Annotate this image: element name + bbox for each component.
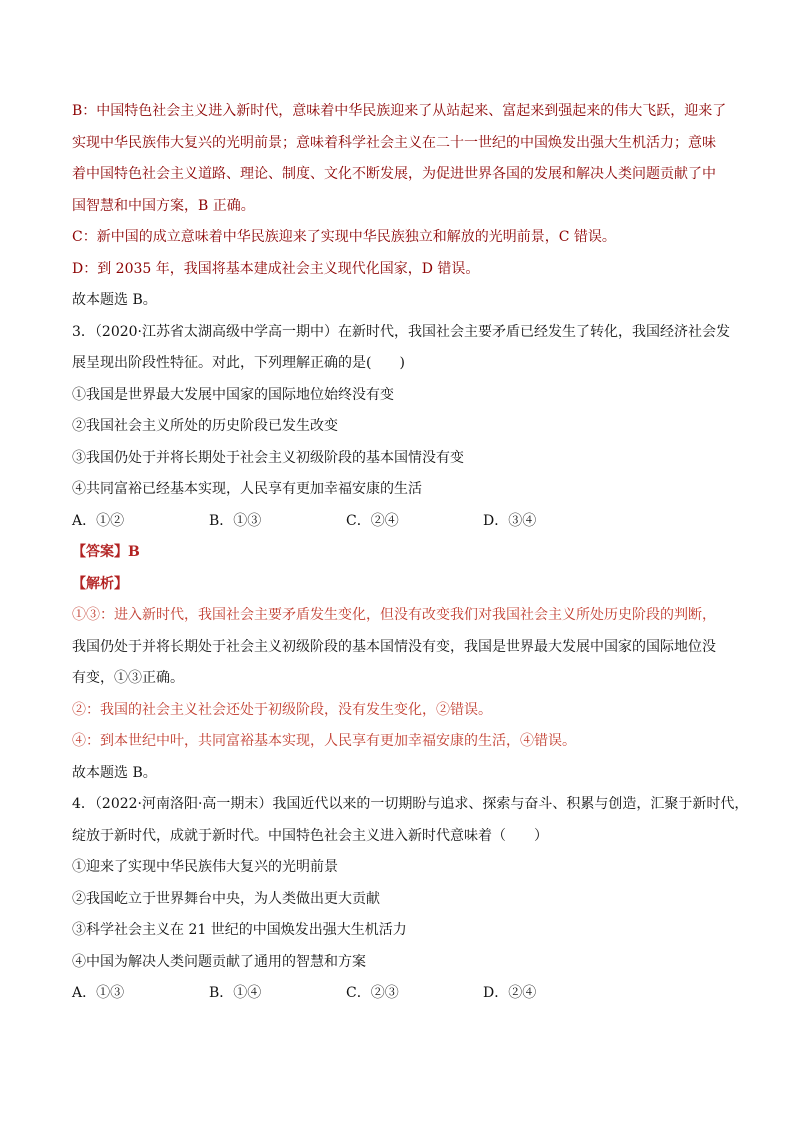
analysis-c-line: C：新中国的成立意味着中华民族迎来了实现中华民族独立和解放的光明前景，C 错误。 [72, 229, 616, 245]
q2-analysis-continued [72, 96, 727, 317]
q4-item-2: ②我国屹立于世界舞台中央，为人类做出更大贡献 [72, 890, 380, 907]
answer-tag: 【答案】 [72, 544, 128, 560]
q4-item-3: ③科学社会主义在 21 世纪的中国焕发出强大生机活力 [72, 922, 407, 938]
q3-analysis-line-3: 有变，①③正确。 [72, 670, 184, 686]
q3-wrong-line-2: ④：到本世纪中叶，共同富裕基本实现，人民享有更加幸福安康的生活，④错误。 [72, 733, 576, 749]
document-page [72, 96, 749, 1010]
q4-option-a: A．①③ [72, 985, 125, 1001]
analysis-b-line-1: B：中国特色社会主义进入新时代，意味着中华民族迎来了从站起来、富起来到强起来的伟大飞跃，迎来了 [72, 103, 727, 119]
q3-item-2: ②我国社会主义所处的历史阶段已发生改变 [72, 418, 338, 434]
analysis-d-line: D：到 2035 年，我国将基本建成社会主义现代化国家，D 错误。 [72, 260, 480, 277]
q3-option-b: B．①③ [209, 512, 262, 529]
q3-options [72, 506, 724, 538]
q3-wrong-line-1: ②：我国的社会主义社会还处于初级阶段，没有发生变化，②错误。 [72, 701, 492, 718]
analysis-b-line-2: 实现中华民族伟大复兴的光明前景；意味着科学社会主义在二十一世纪的中国焕发出强大生机活力；意味 [72, 134, 716, 151]
q4-option-d: D．②④ [483, 985, 537, 1001]
q3-analysis-heading [72, 569, 724, 601]
analysis-tag: 【解析】 [72, 575, 128, 592]
q4-options [72, 978, 724, 1010]
q4-option-b: B．①④ [209, 985, 262, 1001]
answer-value: B [128, 544, 140, 560]
q3-item-3: ③我国仍处于并将长期处于社会主义初级阶段的基本国情没有变 [72, 449, 464, 466]
q4-stem-line-1: 4．（2022·河南洛阳·高一期末）我国近代以来的一切期盼与追求、探索与奋斗、积累与创造，汇聚于新时代， [72, 796, 749, 812]
q3-item-4: ④共同富裕已经基本实现，人民享有更加幸福安康的生活 [72, 481, 422, 497]
q3-option-c: C．②④ [346, 512, 399, 529]
question-3 [72, 317, 730, 790]
q4-stem-line-2: 绽放于新时代，成就于新时代。中国特色社会主义进入新时代意味着（ ） [72, 827, 548, 844]
q4-item-4: ④中国为解决人类问题贡献了通用的智慧和方案 [72, 953, 366, 970]
analysis-b-line-3: 着中国特色社会主义道路、理论、制度、文化不断发展，为促进世界各国的发展和解决人类问题贡献了中 [72, 166, 716, 182]
q4-option-c: C．②③ [346, 985, 399, 1001]
q3-option-a: A．①② [72, 512, 125, 529]
q3-answer [72, 537, 724, 569]
q3-option-d: D．③④ [483, 512, 537, 529]
analysis-b-line-4: 国智慧和中国方案，B 正确。 [72, 197, 255, 214]
question-4 [72, 789, 749, 1010]
q3-item-1: ①我国是世界最大发展中国家的国际地位始终没有变 [72, 386, 394, 403]
q3-analysis-line-1: ①③：进入新时代，我国社会主要矛盾发生变化，但没有改变我们对我国社会主义所处历史阶段的判断， [72, 607, 716, 623]
conclusion-line: 故本题选 B。 [72, 292, 157, 308]
q3-stem-line-2: 展呈现出阶段性特征。对此，下列理解正确的是( ) [72, 355, 405, 371]
q4-item-1: ①迎来了实现中华民族伟大复兴的光明前景 [72, 859, 338, 875]
q3-stem-line-1: 3．（2020·江苏省太湖高级中学高一期中）在新时代，我国社会主要矛盾已经发生了转化，我国经济社会发 [72, 323, 730, 340]
q3-conclusion: 故本题选 B。 [72, 764, 157, 781]
q3-analysis-line-2: 我国仍处于并将长期处于社会主义初级阶段的基本国情没有变，我国是世界最大发展中国家的国际地位没 [72, 638, 716, 655]
